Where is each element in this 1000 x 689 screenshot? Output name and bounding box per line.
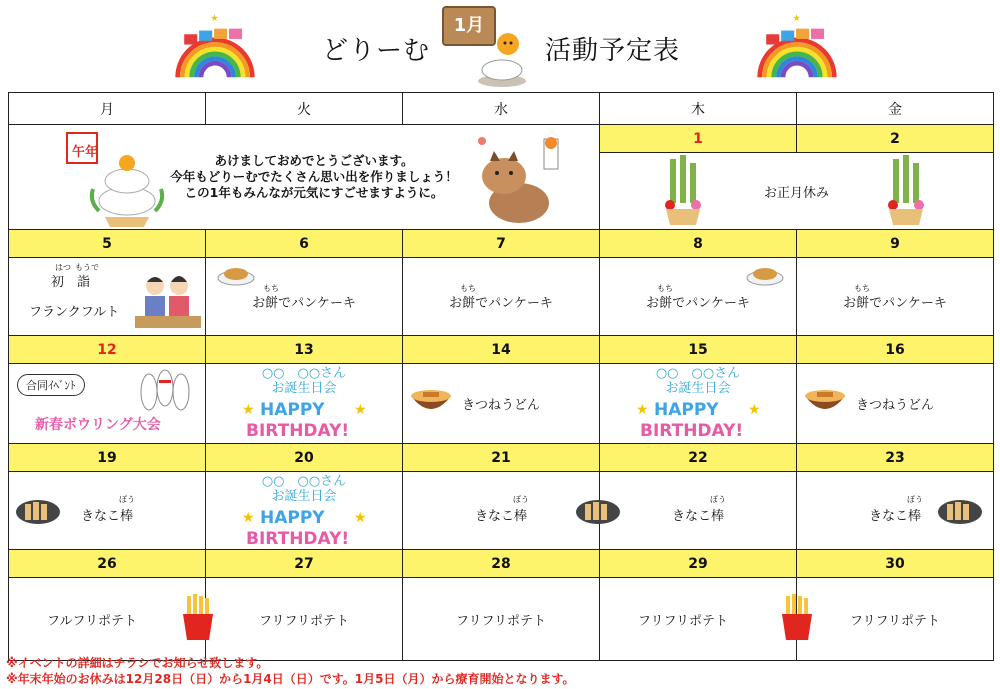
kinako-text-19: きなこ棒 (80, 509, 133, 524)
svg-text:★: ★ (210, 13, 219, 25)
cell-7 (403, 258, 600, 336)
date-16: 16 (797, 336, 994, 364)
greeting-line-3: この1年もみんなが元気にすごせますように。 (184, 185, 444, 200)
shrine-visit-couple-icon (133, 268, 203, 330)
horse-mascot-icon (464, 131, 584, 231)
date-19: 19 (9, 444, 206, 472)
pancake-text-7: お餅でパンケーキ (449, 296, 553, 311)
cell-20 (206, 472, 403, 550)
hatsumode-text: 初 詣 (51, 275, 91, 290)
content-row-4 (9, 472, 994, 550)
kinako-text-22: きなこ棒 (671, 509, 724, 524)
date-28: 28 (403, 550, 600, 578)
ruby-mochi-7: もち (460, 284, 476, 293)
birthday-text-13: BIRTHDAY! (246, 421, 350, 440)
svg-text:★: ★ (242, 402, 255, 418)
cell-8 (600, 258, 797, 336)
header (0, 0, 1000, 92)
cell-30 (797, 578, 994, 661)
holiday-text: お正月休み (763, 185, 829, 201)
happy-text-13: HAPPY (260, 400, 325, 420)
date-6: 6 (206, 230, 403, 258)
cell-12 (9, 364, 206, 444)
kinako-text-21: きなこ棒 (474, 509, 527, 524)
ruby-mochi-9: もち (854, 284, 870, 293)
ruby-mochi-8: もち (657, 284, 673, 293)
ruby-mochi-6: もち (263, 284, 279, 293)
date-row-3 (9, 336, 994, 364)
kadomatsu-right-icon (883, 155, 929, 227)
weekday-wed: 水 (403, 93, 600, 125)
date-row-2 (9, 230, 994, 258)
bowling-event-text: 新春ボウリング大会 (35, 417, 161, 433)
cell-22 (600, 472, 797, 550)
birthday-party-20: ○○ ○○さん お誕生日会 (261, 474, 347, 504)
joint-event-bubble: 合同ｲﾍﾞﾝﾄ (17, 374, 85, 396)
date-23: 23 (797, 444, 994, 472)
birthday-party-15: ○○ ○○さん お誕生日会 (655, 366, 741, 396)
weekday-fri: 金 (797, 93, 994, 125)
content-row-2 (9, 258, 994, 336)
cell-15 (600, 364, 797, 444)
pancake-text-9: お餅でパンケーキ (843, 296, 947, 311)
date-7: 7 (403, 230, 600, 258)
cell-6 (206, 258, 403, 336)
cell-23 (797, 472, 994, 550)
svg-text:★: ★ (242, 510, 255, 526)
weekday-tue: 火 (206, 93, 403, 125)
date-2: 2 (797, 125, 994, 153)
greeting-line-2: 今年もどりーむでたくさん思い出を作りましょう！ (170, 169, 458, 184)
svg-text:★: ★ (636, 402, 649, 418)
happy-birthday-icon (242, 398, 372, 440)
new-year-greeting-cell (9, 125, 600, 230)
happy-birthday-icon (242, 506, 372, 548)
potato-text-28: フリフリポテト (456, 613, 546, 629)
weekday-thu: 木 (600, 93, 797, 125)
date-20: 20 (206, 444, 403, 472)
kinako-bou-icon (937, 496, 983, 526)
potato-text-29: フリフリポテト (638, 613, 728, 629)
birthday-text-15: BIRTHDAY! (640, 421, 744, 440)
date-13: 13 (206, 336, 403, 364)
ruby-moude: もうで (75, 263, 99, 272)
kagami-label: 午年 (72, 145, 99, 160)
date-row-4 (9, 444, 994, 472)
cell-5 (9, 258, 206, 336)
cell-27 (206, 578, 403, 661)
note-2: ※年末年始のお休みは12月28日（日）から1月4日（日）です。1月5日（月）から療育開始となります。 (6, 672, 575, 686)
frankfurt-text: フランクフルト (29, 305, 120, 320)
date-8: 8 (600, 230, 797, 258)
cell-16 (797, 364, 994, 444)
weekday-mon: 月 (9, 93, 206, 125)
cell-9 (797, 258, 994, 336)
potato-text-27: フリフリポテト (259, 613, 349, 629)
happy-birthday-icon (636, 398, 766, 440)
calendar-table (8, 92, 994, 661)
date-21: 21 (403, 444, 600, 472)
svg-text:★: ★ (792, 13, 801, 25)
date-9: 9 (797, 230, 994, 258)
rainbow-train-left-icon (170, 10, 260, 80)
month-sign: 1月 (442, 6, 496, 46)
bowling-pins-icon (129, 368, 199, 412)
greeting-line-1: あけましておめでとうございます。 (214, 153, 414, 168)
note-1: ※イベントの詳細はチラシでお知らせ致します。 (6, 656, 269, 670)
date-1: 1 (600, 125, 797, 153)
kitsune-udon-text-14: きつねうどん (461, 398, 540, 413)
date-14: 14 (403, 336, 600, 364)
svg-text:★: ★ (354, 402, 367, 418)
cell-28 (403, 578, 600, 661)
kagami-mochi-mascot-icon (470, 26, 534, 88)
ruby-bou-23: ぼう (907, 495, 923, 504)
content-row-5 (9, 578, 994, 661)
date-row-1 (9, 125, 994, 153)
date-5: 5 (9, 230, 206, 258)
pancake-text-8: お餅でパンケーキ (646, 296, 750, 311)
ruby-hatsu: はつ (55, 263, 71, 272)
title-right: 活動予定表 (545, 36, 681, 66)
date-15: 15 (600, 336, 797, 364)
potato-text-30: フリフリポテト (850, 613, 940, 629)
date-22: 22 (600, 444, 797, 472)
pancake-text-6: お餅でパンケーキ (252, 296, 356, 311)
cell-26 (9, 578, 206, 661)
kinako-text-23: きなこ棒 (868, 509, 921, 524)
title-left: どりーむ (322, 36, 431, 66)
notes (6, 655, 575, 687)
date-27: 27 (206, 550, 403, 578)
date-12: 12 (9, 336, 206, 364)
ruby-bou-21: ぼう (513, 495, 529, 504)
birthday-party-13: ○○ ○○さん お誕生日会 (261, 366, 347, 396)
ruby-bou-22: ぼう (710, 495, 726, 504)
date-29: 29 (600, 550, 797, 578)
content-row-3 (9, 364, 994, 444)
date-26: 26 (9, 550, 206, 578)
holiday-cell (600, 153, 994, 230)
cell-29 (600, 578, 797, 661)
svg-text:★: ★ (748, 402, 761, 418)
ruby-bou-19: ぼう (119, 495, 135, 504)
svg-text:★: ★ (354, 510, 367, 526)
birthday-text-20: BIRTHDAY! (246, 529, 350, 548)
cell-14 (403, 364, 600, 444)
potato-text-26: フルフリポテト (47, 613, 137, 629)
rainbow-train-right-icon (752, 10, 842, 80)
kitsune-udon-text-16: きつねうどん (855, 398, 934, 413)
happy-text-15: HAPPY (654, 400, 719, 420)
date-row-5 (9, 550, 994, 578)
date-30: 30 (797, 550, 994, 578)
weekday-header-row (9, 93, 994, 125)
happy-text-20: HAPPY (260, 508, 325, 528)
cell-13 (206, 364, 403, 444)
cell-21 (403, 472, 600, 550)
greeting-text (149, 153, 479, 201)
cell-19 (9, 472, 206, 550)
